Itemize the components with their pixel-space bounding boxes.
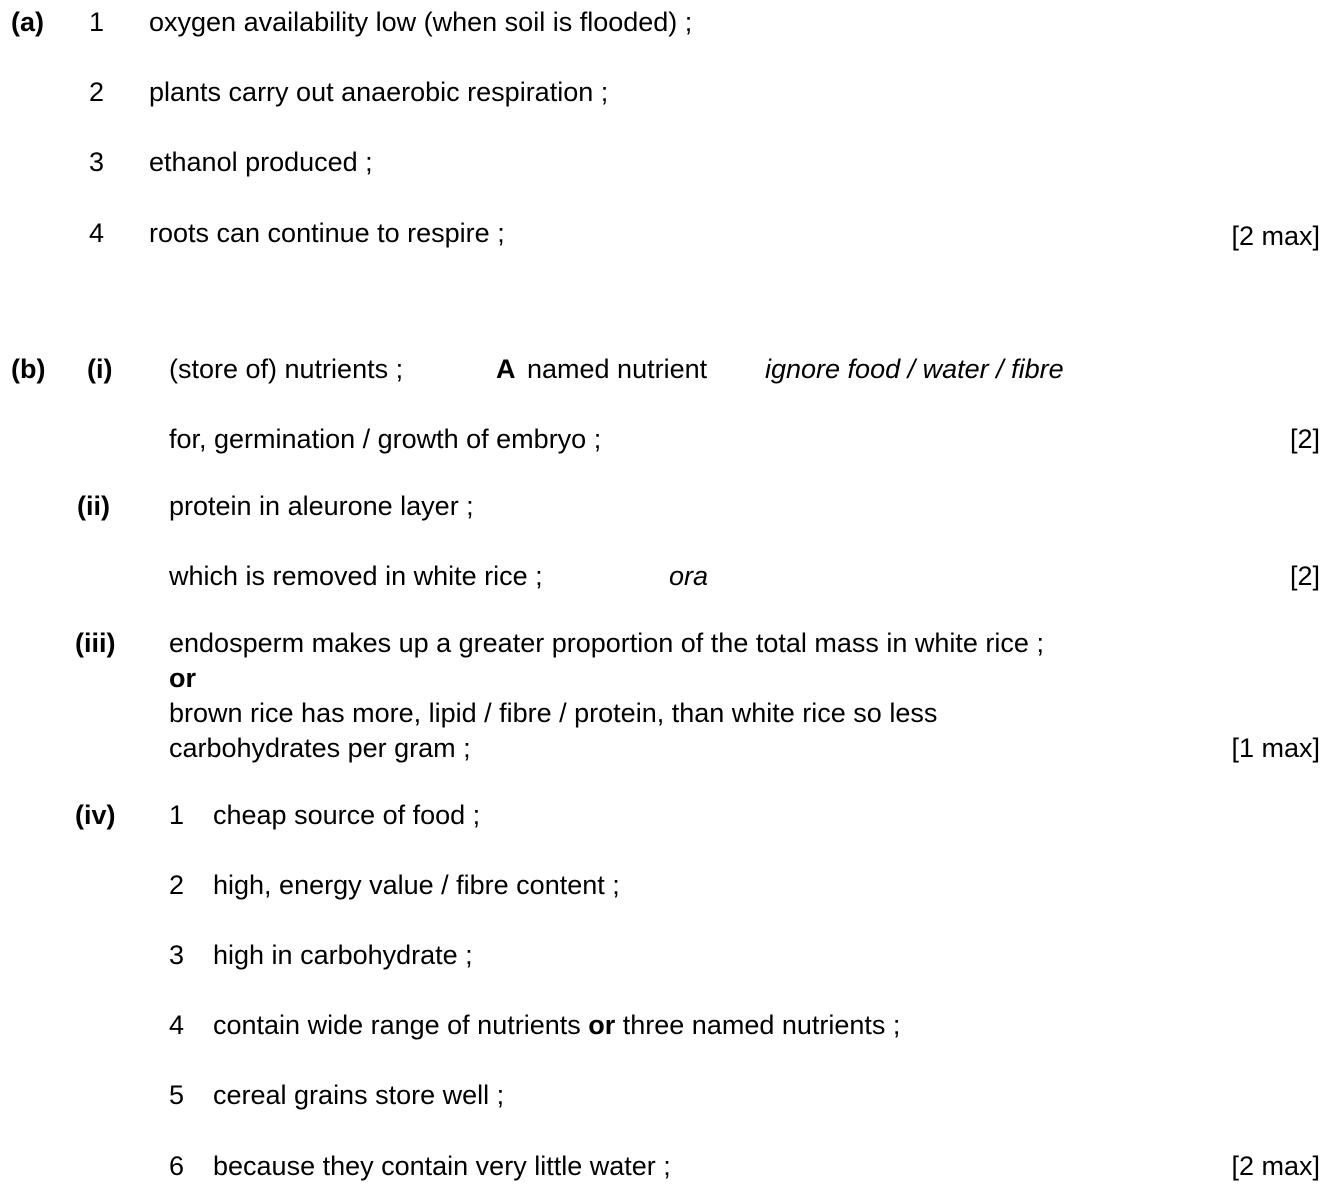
part-a-item-1-text: oxygen availability low (when soil is flooded) ;	[149, 7, 693, 37]
part-a-item-4-text: roots can continue to respire ;	[149, 218, 505, 248]
part-b-label: (b)	[11, 354, 46, 384]
part-b-iv-marks: [2 max]	[1231, 1151, 1320, 1181]
part-b-iii-line-3: carbohydrates per gram ;	[169, 733, 471, 763]
part-b-iv-item-1-number: 1	[169, 800, 185, 830]
part-b-iv-item-5-text: cereal grains store well ;	[213, 1080, 505, 1110]
part-b-iv-item-5-number: 5	[169, 1080, 185, 1110]
part-b-iv-item-4-text-before: contain wide range of nutrients	[213, 1010, 581, 1040]
part-b-iii-label: (iii)	[75, 628, 116, 658]
part-b-iv-item-3-text: high in carbohydrate ;	[213, 940, 473, 970]
part-b-iii-line-2: brown rice has more, lipid / fibre / protein, than white rice so less	[169, 698, 938, 728]
part-b-ii-marks: [2]	[1289, 561, 1320, 591]
accept-text: named nutrient	[527, 354, 708, 384]
part-a-label: (a)	[11, 7, 44, 37]
part-a-item-2-text: plants carry out anaerobic respiration ;	[149, 77, 609, 107]
part-b-i-label: (i)	[87, 354, 113, 384]
part-b-iv-item-2-text: high, energy value / fibre content ;	[213, 870, 620, 900]
part-b-iii-line-1: endosperm makes up a greater proportion of the total mass in white rice ;	[169, 628, 1044, 658]
part-b-ii-line-1: protein in aleurone layer ;	[169, 491, 474, 521]
accept-marker: A	[496, 354, 516, 384]
part-b-iv-item-1-text: cheap source of food ;	[213, 800, 481, 830]
part-b-ii-label: (ii)	[77, 491, 110, 521]
part-b-iv-item-4-or: or	[588, 1010, 616, 1040]
part-b-iv-item-4-number: 4	[169, 1010, 185, 1040]
or-connector: or	[169, 663, 196, 693]
part-b-i-line-2: for, germination / growth of embryo ;	[169, 424, 602, 454]
ignore-note: ignore food / water / fibre	[765, 354, 1064, 384]
part-a-item-3-number: 3	[89, 147, 105, 177]
part-b-iv-item-3-number: 3	[169, 940, 185, 970]
part-b-iv-item-4-text-after: three named nutrients ;	[622, 1010, 901, 1040]
part-b-iv-item-6-text: because they contain very little water ;	[213, 1151, 671, 1181]
part-a-item-2-number: 2	[89, 77, 105, 107]
part-b-iv-item-6-number: 6	[169, 1151, 185, 1181]
part-b-iii-marks: [1 max]	[1231, 733, 1320, 763]
part-b-ii-line-2: which is removed in white rice ;	[169, 561, 543, 591]
part-b-iv-item-2-number: 2	[169, 870, 185, 900]
part-a-item-1-number: 1	[89, 7, 105, 37]
part-a-item-3-text: ethanol produced ;	[149, 147, 373, 177]
part-b-i-line-1: (store of) nutrients ;	[169, 354, 404, 384]
part-a-item-4-number: 4	[89, 218, 105, 248]
part-b-i-marks: [2]	[1289, 424, 1320, 454]
part-a-marks: [2 max]	[1231, 221, 1320, 251]
ora-note: ora	[669, 561, 709, 591]
part-b-iv-label: (iv)	[75, 800, 116, 830]
part-b-iv-item-4-text	[213, 1012, 900, 1039]
